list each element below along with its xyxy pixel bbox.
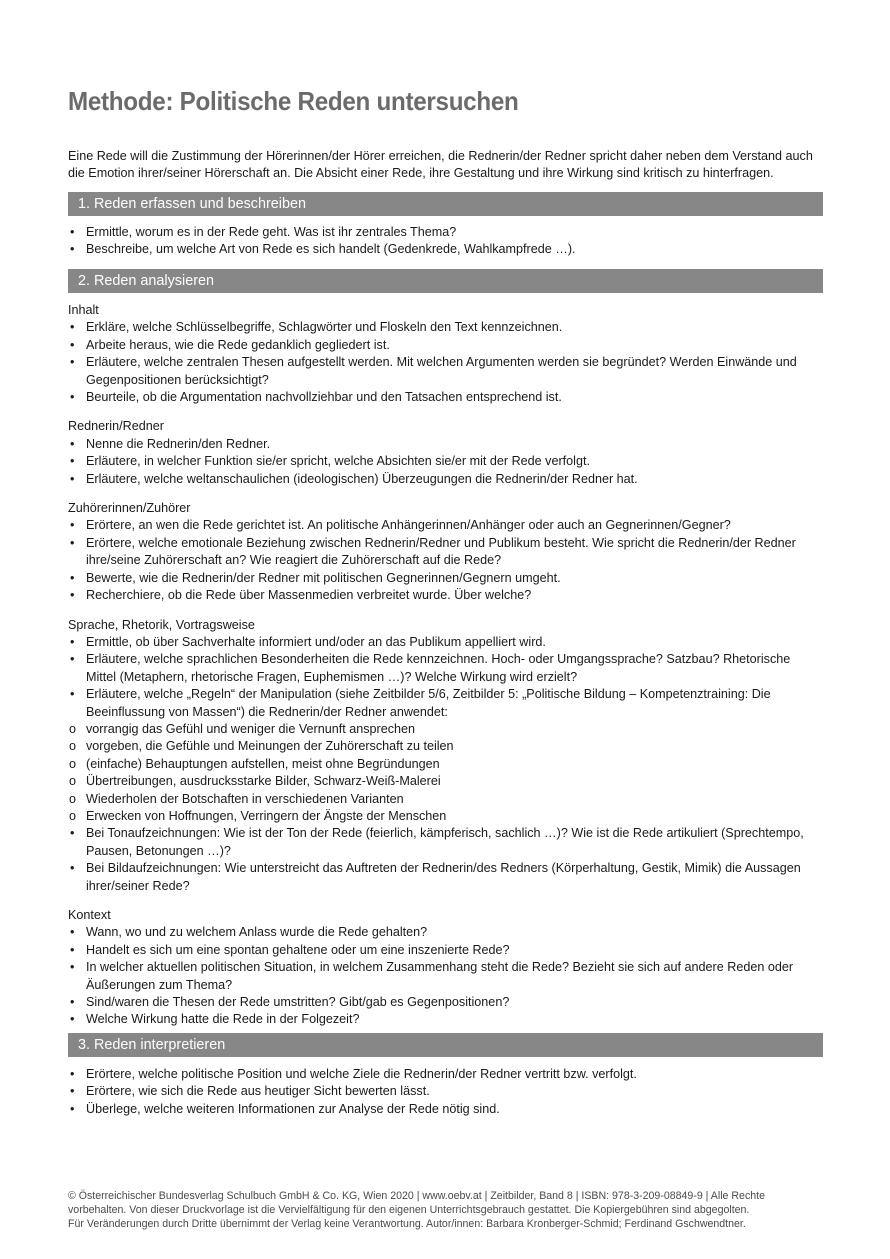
list-item xyxy=(68,686,823,721)
redner-list xyxy=(68,436,823,488)
list-item: • Nenne die Rednerin/den Redner. xyxy=(68,436,823,453)
subheading-redner: Rednerin/Redner xyxy=(68,419,164,434)
list-item: • Erörtere, welche politische Position und welche Ziele die Rednerin/der Redner vertritt bzw. verfolgt. xyxy=(68,1066,823,1083)
list-item: • Erläutere, welche zentralen Thesen aufgestellt werden. Mit welchen Argumenten werden sie begründet? Werden Einwände und Gegenpositionen berücksichtigt? xyxy=(68,354,823,389)
sublist-item: o vorrangig das Gefühl und weniger die Vernunft ansprechen xyxy=(68,721,823,738)
copyright-footer xyxy=(68,1189,828,1231)
sublist-item: o vorgeben, die Gefühle und Meinungen der Zuhörerschaft zu teilen xyxy=(68,738,823,755)
sublist-item: o Übertreibungen, ausdrucksstarke Bilder, Schwarz-Weiß-Malerei xyxy=(68,773,823,790)
footer-line: vorbehalten. Von dieser Druckvorlage ist die Vervielfältigung für den eigenen Unterrichtsgebrauch gestattet. Die Kopiergebühren sind abgegolten. xyxy=(68,1204,750,1216)
list-item: • Erläutere, welche sprachlichen Besonderheiten die Rede kennzeichnen. Hoch- oder Umgangssprache? Satzbau? Rhetorische Mittel (Metaphern, rhetorische Fragen, Euphemismen …)? Welche Wirkung wird erzielt? xyxy=(68,651,823,686)
list-item: • Überlege, welche weiteren Informationen zur Analyse der Rede nötig sind. xyxy=(68,1101,823,1118)
section-1-content xyxy=(68,224,823,259)
sprache-list-continued xyxy=(68,825,823,895)
list-item: • Bei Tonaufzeichnungen: Wie ist der Ton der Rede (feierlich, kämpferisch, sachlich …)? Wie ist die Rede artikuliert (Sprechtempo, Pausen, Betonungen …)? xyxy=(68,825,823,860)
list-item: • Wann, wo und zu welchem Anlass wurde die Rede gehalten? xyxy=(68,924,823,941)
list-item: • Bei Bildaufzeichnungen: Wie unterstreicht das Auftreten der Rednerin/des Redners (Körperhaltung, Gestik, Mimik) die Aussagen ihrer/seiner Rede? xyxy=(68,860,823,895)
subheading-inhalt: Inhalt xyxy=(68,303,99,317)
section-1-list xyxy=(68,224,823,259)
list-item: • Welche Wirkung hatte die Rede in der Folgezeit? xyxy=(68,1011,823,1028)
list-item: • Erkläre, welche Schlüsselbegriffe, Schlagwörter und Floskeln den Text kennzeichnen. xyxy=(68,319,823,336)
kontext-list xyxy=(68,924,823,1028)
list-item: • Erörtere, welche emotionale Beziehung zwischen Rednerin/Redner und Publikum besteht. Wie spricht die Rednerin/der Redner ihre/seine Zuhörerschaft an? Wie reagiert die Zuhörerschaft auf die Rede? xyxy=(68,535,823,570)
list-item: • Beschreibe, um welche Art von Rede es sich handelt (Gedenkrede, Wahlkampfrede …). xyxy=(68,241,823,258)
list-item-text: Erläutere, welche „Regeln“ der Manipulation (siehe Zeitbilder 5/6, Zeitbilder 5: „Politische Bildung – Kompetenztraining: Die Beeinflussung von Massen“) die Rednerin/der Redner anwendet: xyxy=(86,687,771,719)
sprache-list xyxy=(68,634,823,721)
list-item: • Handelt es sich um eine spontan gehaltene oder um eine inszenierte Rede? xyxy=(68,942,823,959)
sublist-item: o Erwecken von Hoffnungen, Verringern der Ängste der Menschen xyxy=(68,808,823,825)
intro-paragraph: Eine Rede will die Zustimmung der Hörerinnen/der Hörer erreichen, die Rednerin/der Redner spricht daher neben dem Verstand auch die Emotion ihrer/seiner Hörerschaft an. Die Absicht einer Rede, ihre Gestaltung und ihre Wirkung sind kritisch zu hinterfragen. xyxy=(68,149,813,181)
list-item: • Erläutere, in welcher Funktion sie/er spricht, welche Absichten sie/er mit der Rede verfolgt. xyxy=(68,453,823,470)
list-item: • Bewerte, wie die Rednerin/der Redner mit politischen Gegnerinnen/Gegnern umgeht. xyxy=(68,570,823,587)
section-3-header: 3. Reden interpretieren xyxy=(68,1033,823,1057)
inhalt-list xyxy=(68,319,823,406)
sublist-item: o (einfache) Behauptungen aufstellen, meist ohne Begründungen xyxy=(68,756,823,773)
list-item: • Sind/waren die Thesen der Rede umstritten? Gibt/gab es Gegenpositionen? xyxy=(68,994,823,1011)
footer-line: © Österreichischer Bundesverlag Schulbuch GmbH & Co. KG, Wien 2020 | www.oebv.at | Zeitbilder, Band 8 | ISBN: 978-3-209-08849-9 | Alle Rechte xyxy=(68,1190,765,1202)
sublist-item: o Wiederholen der Botschaften in verschiedenen Varianten xyxy=(68,791,823,808)
list-item: • Erörtere, an wen die Rede gerichtet ist. An politische Anhängerinnen/Anhänger oder auch an Gegnerinnen/Gegner? xyxy=(68,517,823,534)
section-3-content xyxy=(68,1066,823,1118)
section-2-header: 2. Reden analysieren xyxy=(68,269,823,293)
page-title: Methode: Politische Reden untersuchen xyxy=(68,86,519,116)
list-item: • Arbeite heraus, wie die Rede gedanklich gegliedert ist. xyxy=(68,337,823,354)
list-item: • Erläutere, welche weltanschaulichen (ideologischen) Überzeugungen die Rednerin/der Redner hat. xyxy=(68,471,823,488)
zuhoerer-list xyxy=(68,517,823,604)
subheading-kontext: Kontext xyxy=(68,908,111,922)
manipulation-sublist xyxy=(68,721,823,825)
list-item: • In welcher aktuellen politischen Situation, in welchem Zusammenhang steht die Rede? Bezieht sie sich auf andere Reden oder Äußerungen zum Thema? xyxy=(68,959,823,994)
section-1-header: 1. Reden erfassen und beschreiben xyxy=(68,192,823,216)
subheading-zuhoerer: Zuhörerinnen/Zuhörer xyxy=(68,501,191,516)
list-item: • Beurteile, ob die Argumentation nachvollziehbar und den Tatsachen entsprechend ist. xyxy=(68,389,823,406)
list-item: • Ermittle, worum es in der Rede geht. Was ist ihr zentrales Thema? xyxy=(68,224,823,241)
section-3-list xyxy=(68,1066,823,1118)
list-item: • Erörtere, wie sich die Rede aus heutiger Sicht bewerten lässt. xyxy=(68,1083,823,1100)
section-2-content xyxy=(68,302,823,1029)
list-item: • Recherchiere, ob die Rede über Massenmedien verbreitet wurde. Über welche? xyxy=(68,587,823,604)
subheading-sprache: Sprache, Rhetorik, Vortragsweise xyxy=(68,617,255,632)
footer-line: Für Veränderungen durch Dritte übernimmt der Verlag keine Verantwortung. Autor/innen: Barbara Kronberger-Schmid; Ferdinand Gschwendtner. xyxy=(68,1218,746,1230)
list-item: • Ermittle, ob über Sachverhalte informiert und/oder an das Publikum appelliert wird. xyxy=(68,634,823,651)
